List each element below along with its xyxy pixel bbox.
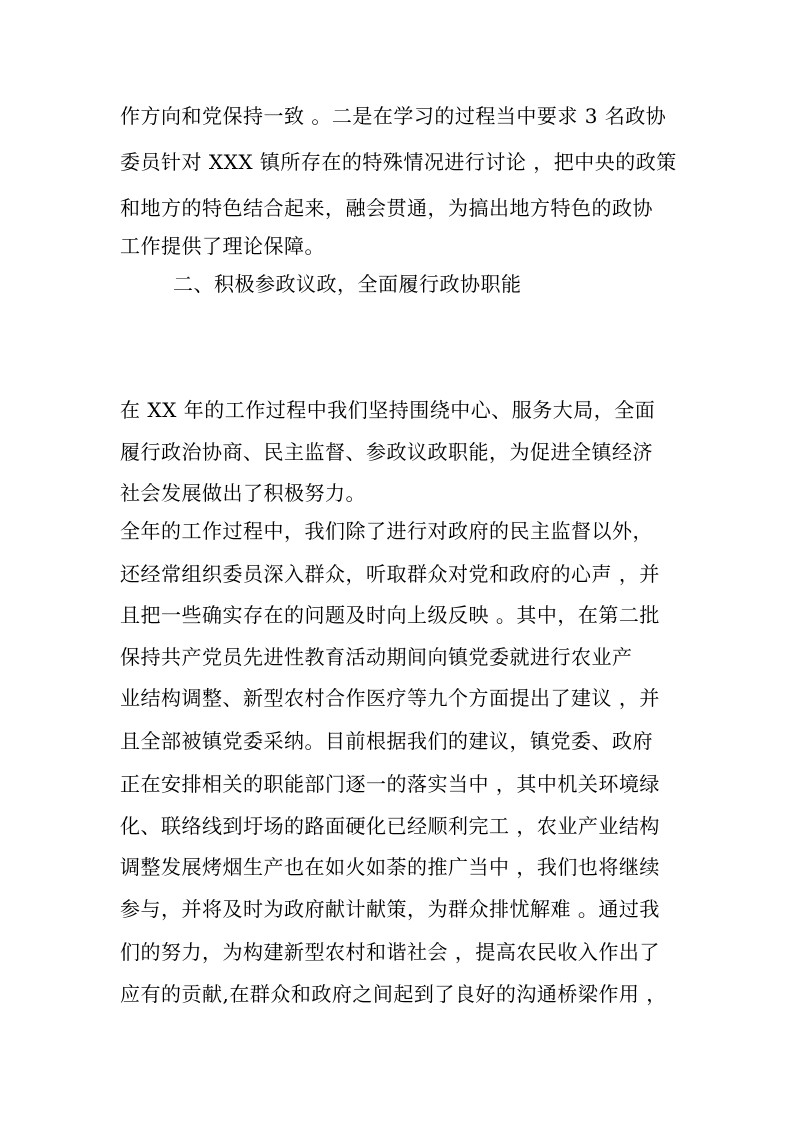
text-line: 应有的贡献,在群众和政府之间起到了良好的沟通桥梁作用 ， (120, 982, 667, 1006)
text-line: 保持共产党员先进性教育活动期间向镇党委就进行农业产 (120, 645, 633, 669)
text-line: 作方向和党保持一致 。二是在学习的过程当中要求 3 名政协 (120, 104, 667, 128)
text-line: 且把一些确实存在的问题及时向上级反映 。其中，在第二批 (120, 603, 660, 627)
text-line: 和地方的特色结合起来，融会贯通，为搞出地方特色的政协 (120, 196, 653, 220)
text-line: 且全部被镇党委采纳。目前根据我们的建议，镇党委、政府 (120, 729, 653, 753)
text-line: 委员针对 XXX 镇所存在的特殊情况进行讨论 ，把中央的政策 (120, 150, 677, 174)
text-line: 业结构调整、新型农村合作医疗等九个方面提出了建议 ，并 (120, 686, 660, 710)
section-heading: 二、积极参政议政，全面履行政协职能 (173, 272, 522, 296)
text-line: 化、联络线到圩场的路面硬化已经顺利完工 ，农业产业结构 (120, 814, 660, 838)
text-line: 调整发展烤烟生产也在如火如荼的推广当中 ，我们也将继续 (120, 855, 660, 879)
text-line: 在 XX 年的工作过程中我们坚持围绕中心、服务大局，全面 (120, 398, 656, 422)
text-line: 参与，并将及时为政府献计献策，为群众排忧解难 。通过我 (120, 897, 660, 921)
text-line: 工作提供了理论保障。 (120, 234, 325, 258)
text-line: 社会发展做出了积极努力。 (120, 481, 366, 505)
text-line: 全年的工作过程中，我们除了进行对政府的民主监督以外， (120, 519, 653, 543)
text-line: 还经常组织委员深入群众，听取群众对党和政府的心声 ，并 (120, 562, 660, 586)
text-line: 们的努力，为构建新型农村和谐社会 ，提高农民收入作出了 (120, 940, 660, 964)
text-line: 履行政治协商、民主监督、参政议政职能，为促进全镇经济 (120, 440, 653, 464)
text-line: 正在安排相关的职能部门逐一的落实当中 ，其中机关环境绿 (120, 772, 660, 796)
